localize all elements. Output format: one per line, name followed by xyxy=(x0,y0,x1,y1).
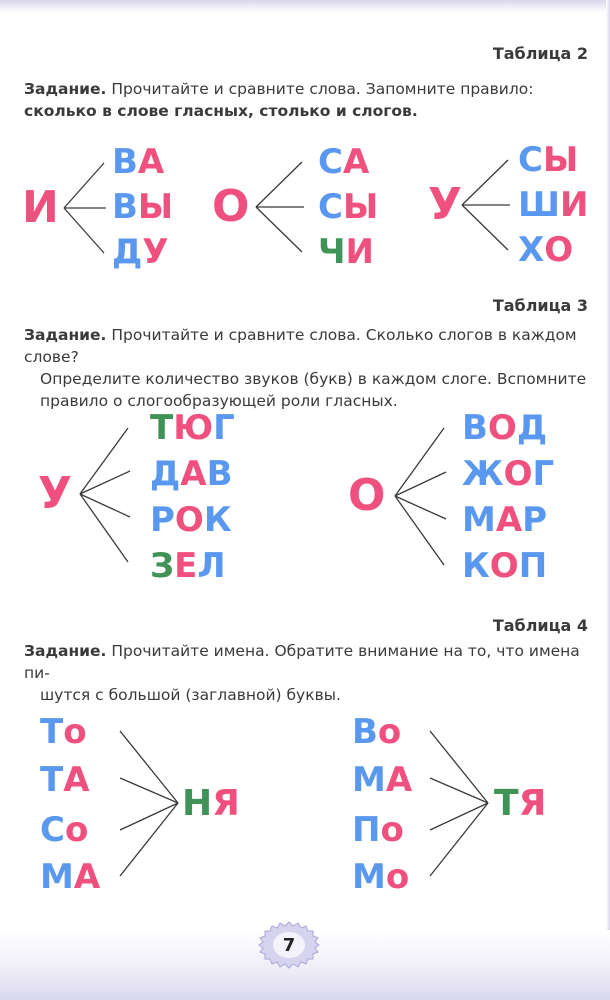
name-syllable xyxy=(40,760,90,800)
syllable xyxy=(112,232,169,272)
letter: В xyxy=(462,408,488,448)
table-3-task xyxy=(24,324,590,412)
letter: Г xyxy=(532,454,555,494)
letter: М xyxy=(352,760,386,800)
letter: Я xyxy=(212,783,240,824)
name-syllable xyxy=(352,712,402,752)
root-vowel: У xyxy=(38,468,72,519)
letter: Ы xyxy=(342,187,379,227)
letter: Д xyxy=(112,232,143,272)
task-rule: сколько в слове гласных, столько и слогов. xyxy=(24,102,418,120)
word xyxy=(462,408,548,448)
letter: Х xyxy=(518,230,545,270)
letter: М xyxy=(462,500,496,540)
root-vowel: О xyxy=(348,470,386,521)
word xyxy=(150,500,232,540)
letter: Я xyxy=(518,783,547,824)
syllable xyxy=(318,187,379,227)
letter: П xyxy=(352,810,381,850)
letter: Ш xyxy=(518,185,561,225)
syllable xyxy=(318,232,374,272)
letter: М xyxy=(40,857,74,897)
word xyxy=(150,408,235,448)
letter: А xyxy=(73,857,101,897)
letter: о xyxy=(385,857,410,897)
letter: В xyxy=(206,454,233,494)
task-text-line-2: Определите количество звуков (букв) в каждом слоге. Вспомните xyxy=(40,370,587,388)
letter: Н xyxy=(182,783,213,824)
page-number: 7 xyxy=(282,934,296,956)
task-text-line-3: правило о слогообразующей роли гласных. xyxy=(40,392,398,410)
letter: О xyxy=(503,454,533,494)
table-4-title: Таблица 4 xyxy=(492,616,588,635)
name-syllable xyxy=(352,760,413,800)
syllable xyxy=(518,185,589,225)
letter: А xyxy=(495,500,523,540)
syllable xyxy=(112,187,174,227)
name-syllable xyxy=(40,810,89,850)
letter: А xyxy=(180,454,207,494)
letter: О xyxy=(489,546,519,586)
letter: А xyxy=(63,760,90,800)
task-text-line-2: шутся с большой (заглавной) буквы. xyxy=(40,686,341,704)
letter: Т xyxy=(40,760,64,800)
letter: А xyxy=(342,142,370,182)
letter: О xyxy=(544,230,574,270)
letter: Д xyxy=(150,454,181,494)
table-2-task xyxy=(24,78,590,122)
letter: С xyxy=(318,142,343,182)
word xyxy=(150,546,226,586)
letter: М xyxy=(352,857,386,897)
letter: Г xyxy=(213,408,235,448)
letter: З xyxy=(150,546,175,586)
letter: Л xyxy=(197,546,226,586)
name-suffix xyxy=(494,783,547,824)
name-syllable xyxy=(40,712,87,752)
word xyxy=(462,546,548,586)
letter: Ж xyxy=(462,454,504,494)
letter: Ы xyxy=(542,140,579,180)
task-text-line-1: Прочитайте имена. Обратите внимание на то, что имена пи- xyxy=(24,642,580,682)
letter: о xyxy=(63,712,87,752)
syllable xyxy=(318,142,370,182)
letter: Ю xyxy=(173,408,214,448)
letter: С xyxy=(518,140,543,180)
name-syllable xyxy=(352,857,410,897)
letter: И xyxy=(560,185,589,225)
name-syllable xyxy=(352,810,404,850)
letter: Т xyxy=(40,712,64,752)
task-lead: Задание. xyxy=(24,326,107,344)
letter: С xyxy=(318,187,343,227)
letter: А xyxy=(385,760,413,800)
root-vowel: У xyxy=(428,179,462,230)
letter: И xyxy=(345,232,374,272)
letter: У xyxy=(142,232,169,272)
letter: Т xyxy=(494,783,519,824)
root-vowel: О xyxy=(212,181,250,232)
task-text: Прочитайте и сравните слова. Запомните правило: xyxy=(111,80,534,98)
letter: Ч xyxy=(318,232,346,272)
word xyxy=(462,500,548,540)
word xyxy=(462,454,555,494)
letter: С xyxy=(40,810,65,850)
task-lead: Задание. xyxy=(24,80,107,98)
syllable xyxy=(518,140,579,180)
letter: В xyxy=(112,187,138,227)
task-text-line-1: Прочитайте и сравните слова. Сколько слогов в каждом слове? xyxy=(24,326,577,366)
table-4-task xyxy=(24,640,590,706)
table-3-title: Таблица 3 xyxy=(492,296,588,315)
task-lead: Задание. xyxy=(24,642,107,660)
word xyxy=(150,454,233,494)
letter: К xyxy=(462,546,490,586)
page-number-badge xyxy=(258,920,320,970)
letter: В xyxy=(352,712,378,752)
letter: Ы xyxy=(137,187,174,227)
letter: о xyxy=(377,712,402,752)
letter: К xyxy=(203,500,232,540)
letter: о xyxy=(64,810,89,850)
letter: В xyxy=(112,142,138,182)
table-2-title: Таблица 2 xyxy=(492,44,588,63)
letter: А xyxy=(137,142,165,182)
letter: Р xyxy=(522,500,548,540)
name-syllable xyxy=(40,857,101,897)
letter: Т xyxy=(150,408,174,448)
letter: Е xyxy=(174,546,198,586)
letter: Р xyxy=(150,500,175,540)
syllable xyxy=(518,230,574,270)
letter: П xyxy=(518,546,548,586)
root-vowel: И xyxy=(22,182,59,233)
syllable xyxy=(112,142,165,182)
letter: Д xyxy=(516,408,548,448)
name-suffix xyxy=(182,783,240,824)
letter: о xyxy=(380,810,404,850)
letter: О xyxy=(174,500,204,540)
letter: О xyxy=(487,408,517,448)
